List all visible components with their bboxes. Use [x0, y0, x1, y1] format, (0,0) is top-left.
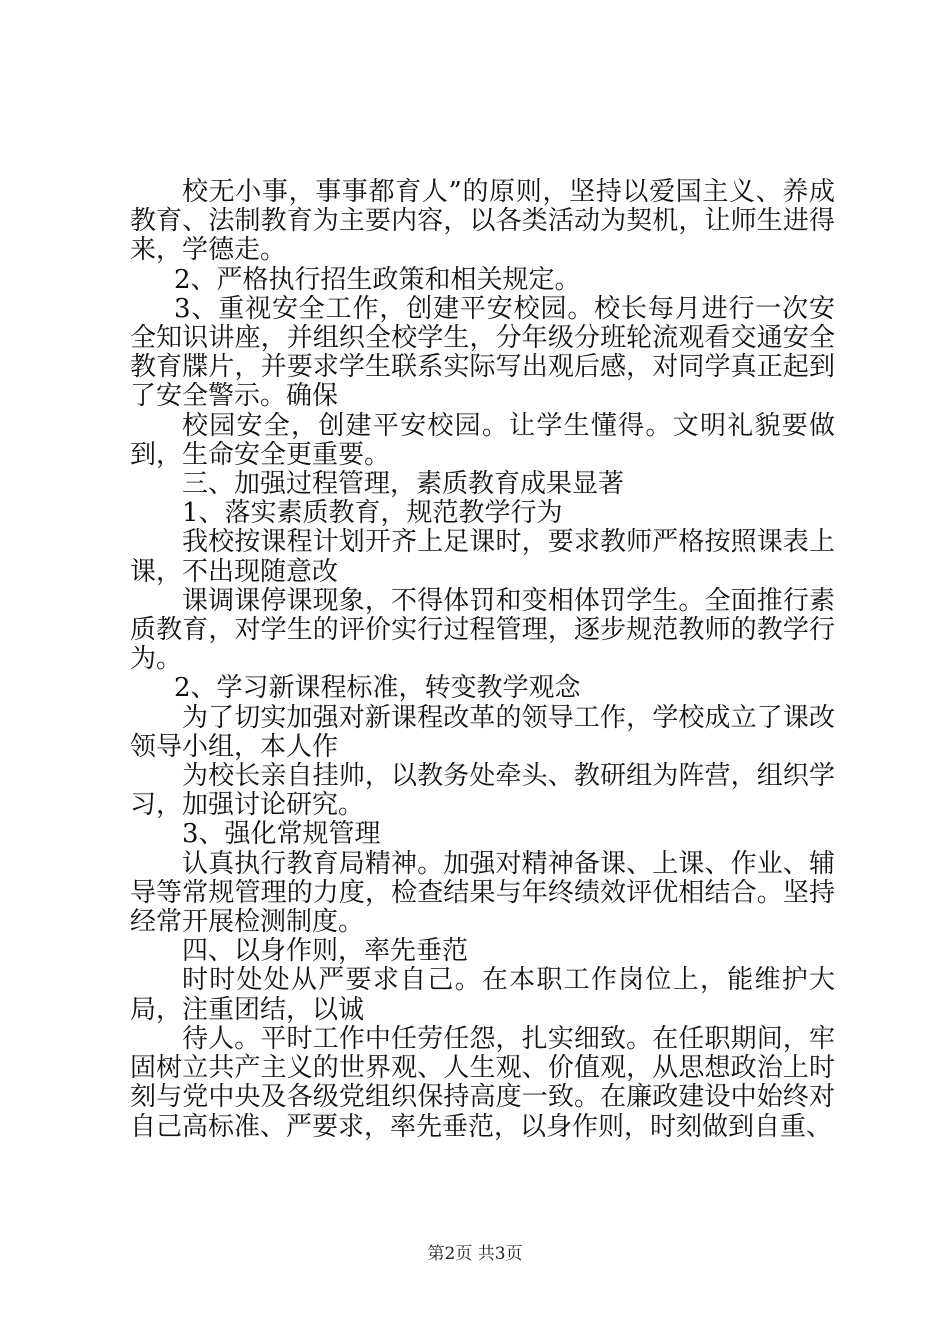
section-heading: 三、加强过程管理，素质教育成果显著 — [182, 469, 625, 500]
paragraph: 时时处处从严要求自己。在本职工作岗位上，能维护大局，注重团结，以诚 — [130, 965, 835, 1025]
paragraph: 2、严格执行招生政策和相关规定。 — [174, 264, 581, 295]
paragraph: 认真执行教育局精神。加强对精神备课、上课、作业、辅导等常规管理的力度，检查结果与年终绩效评优相结合。坚持经常开展检测制度。 — [130, 848, 835, 938]
paragraph: 校园安全，创建平安校园。让学生懂得。文明礼貌要做到，生命安全更重要。 — [130, 410, 835, 470]
page-number: 第2页 共3页 — [427, 1244, 523, 1264]
page-footer — [0, 1244, 950, 1264]
paragraph: 为了切实加强对新课程改革的领导工作，学校成立了课改领导小组，本人作 — [130, 702, 835, 762]
subsection-heading: 1、落实素质教育，规范教学行为 — [182, 498, 563, 529]
paragraph: 课调课停课现象，不得体罚和变相体罚学生。全面推行素质教育，对学生的评价实行过程管理，逐步规范教师的教学行为。 — [130, 585, 835, 675]
paragraph: 校无小事，事事都育人”的原则，坚持以爱国主义、养成教育、法制教育为主要内容，以各类活动为契机，让师生进得来，学德走。 — [130, 177, 835, 266]
paragraph: 3、重视安全工作，创建平安校园。校长每月进行一次安全知识讲座，并组织全校学生，分年级分班轮流观看交通安全教育牒片，并要求学生联系实际写出观后感，对同学真正起到了安全警示。确保 — [130, 293, 835, 412]
paragraph: 我校按课程计划开齐上足课时，要求教师严格按照课表上课，不出现随意改 — [130, 527, 835, 587]
subsection-heading: 3、强化常规管理 — [182, 819, 381, 850]
section-heading: 四、以身作则，率先垂范 — [182, 936, 469, 967]
paragraph: 为校长亲自挂帅，以教务处牵头、教研组为阵营，组织学习，加强讨论研究。 — [130, 761, 835, 821]
paragraph: 待人。平时工作中任劳任怨，扎实细致。在任职期间，牢固树立共产主义的世界观、人生观、价值观，从思想政治上时刻与党中央及各级党组织保持高度一致。在廉政建设中始终对自己高标准、严要求，率先垂范，以身作则，时刻做到自重、 — [130, 1023, 835, 1142]
document-body — [130, 178, 835, 1142]
subsection-heading: 2、学习新课程标准，转变教学观念 — [174, 673, 581, 704]
